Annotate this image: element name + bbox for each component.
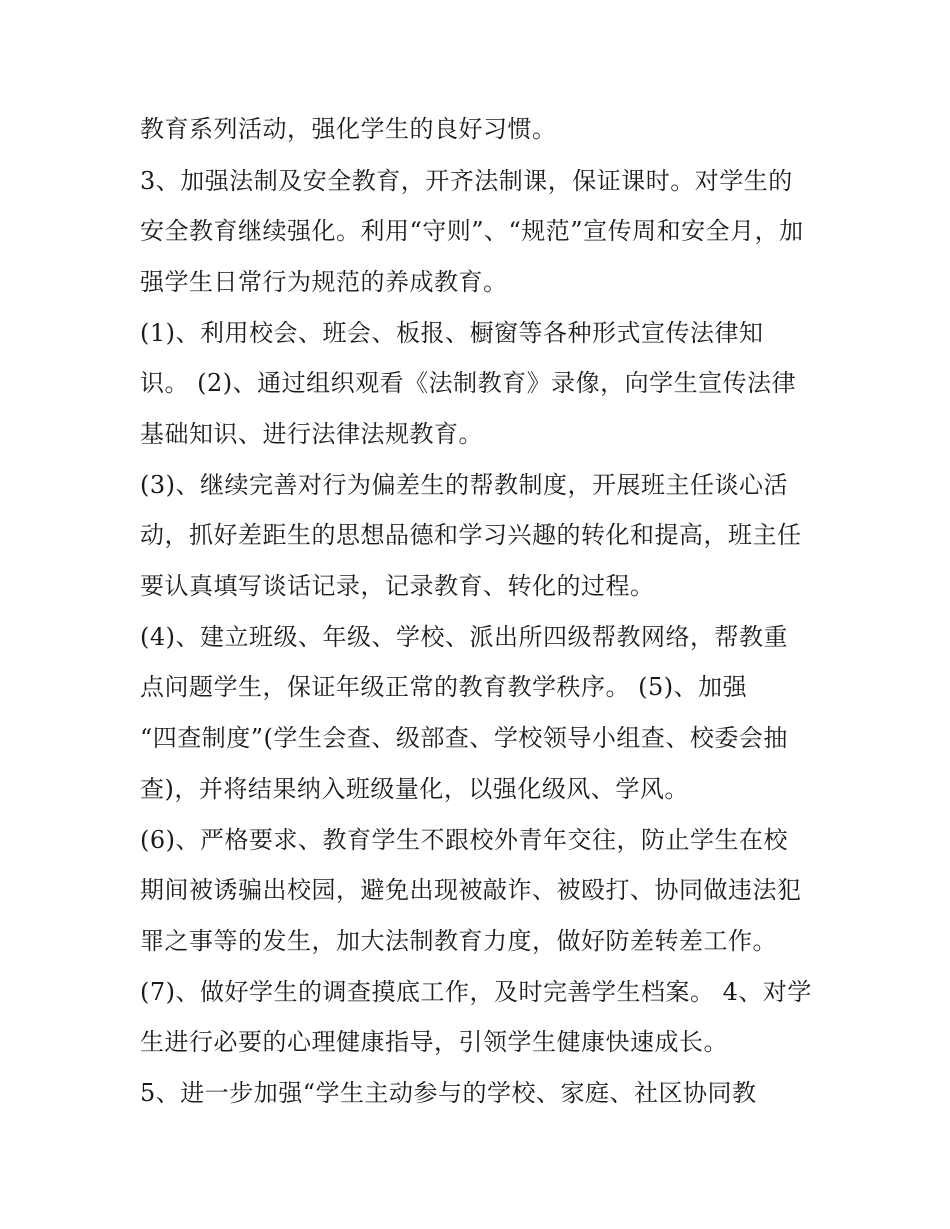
text-line: 动，抓好差距生的思想品德和学习兴趣的转化和提高，班主任 (140, 521, 802, 549)
text-line: 识。 (2)、通过组织观看《法制教育》录像，向学生宣传法律 (140, 369, 797, 397)
text-line: 5、进一步加强“学生主动参与的学校、家庭、社区协同教 (140, 1079, 757, 1107)
text-line: (7)、做好学生的调查摸底工作，及时完善学生档案。 4、对学 (140, 978, 812, 1006)
text-line: “四查制度”(学生会查、级部查、学校领导小组查、校委会抽 (140, 724, 788, 752)
text-line: 强学生日常行为规范的养成教育。 (140, 268, 508, 296)
text-line: (1)、利用校会、班会、板报、橱窗等各种形式宣传法律知 (140, 319, 764, 347)
text-line: 要认真填写谈话记录，记录教育、转化的过程。 (140, 572, 655, 600)
text-line: 点问题学生，保证年级正常的教育教学秩序。 (5)、加强 (140, 673, 748, 701)
text-line: 3、加强法制及安全教育，开齐法制课，保证课时。对学生的 (140, 167, 793, 195)
text-line: 生进行必要的心理健康指导，引领学生健康快速成长。 (140, 1028, 728, 1056)
text-line: 期间被诱骗出校园，避免出现被敲诈、被殴打、协同做违法犯 (140, 876, 802, 904)
text-line: 罪之事等的发生，加大法制教育力度，做好防差转差工作。 (140, 927, 777, 955)
text-line: 查)，并将结果纳入班级量化，以强化级风、学风。 (140, 775, 689, 803)
text-line: 安全教育继续强化。利用“守则”、“规范”宣传周和安全月，加 (140, 217, 804, 245)
text-line: 教育系列活动，强化学生的良好习惯。 (140, 115, 557, 143)
text-line: 基础知识、进行法律法规教育。 (140, 420, 483, 448)
text-line: (3)、继续完善对行为偏差生的帮教制度，开展班主任谈心活 (140, 471, 788, 499)
text-line: (4)、建立班级、年级、学校、派出所四级帮教网络，帮教重 (140, 623, 788, 651)
text-line: (6)、严格要求、教育学生不跟校外青年交往，防止学生在校 (140, 826, 788, 854)
